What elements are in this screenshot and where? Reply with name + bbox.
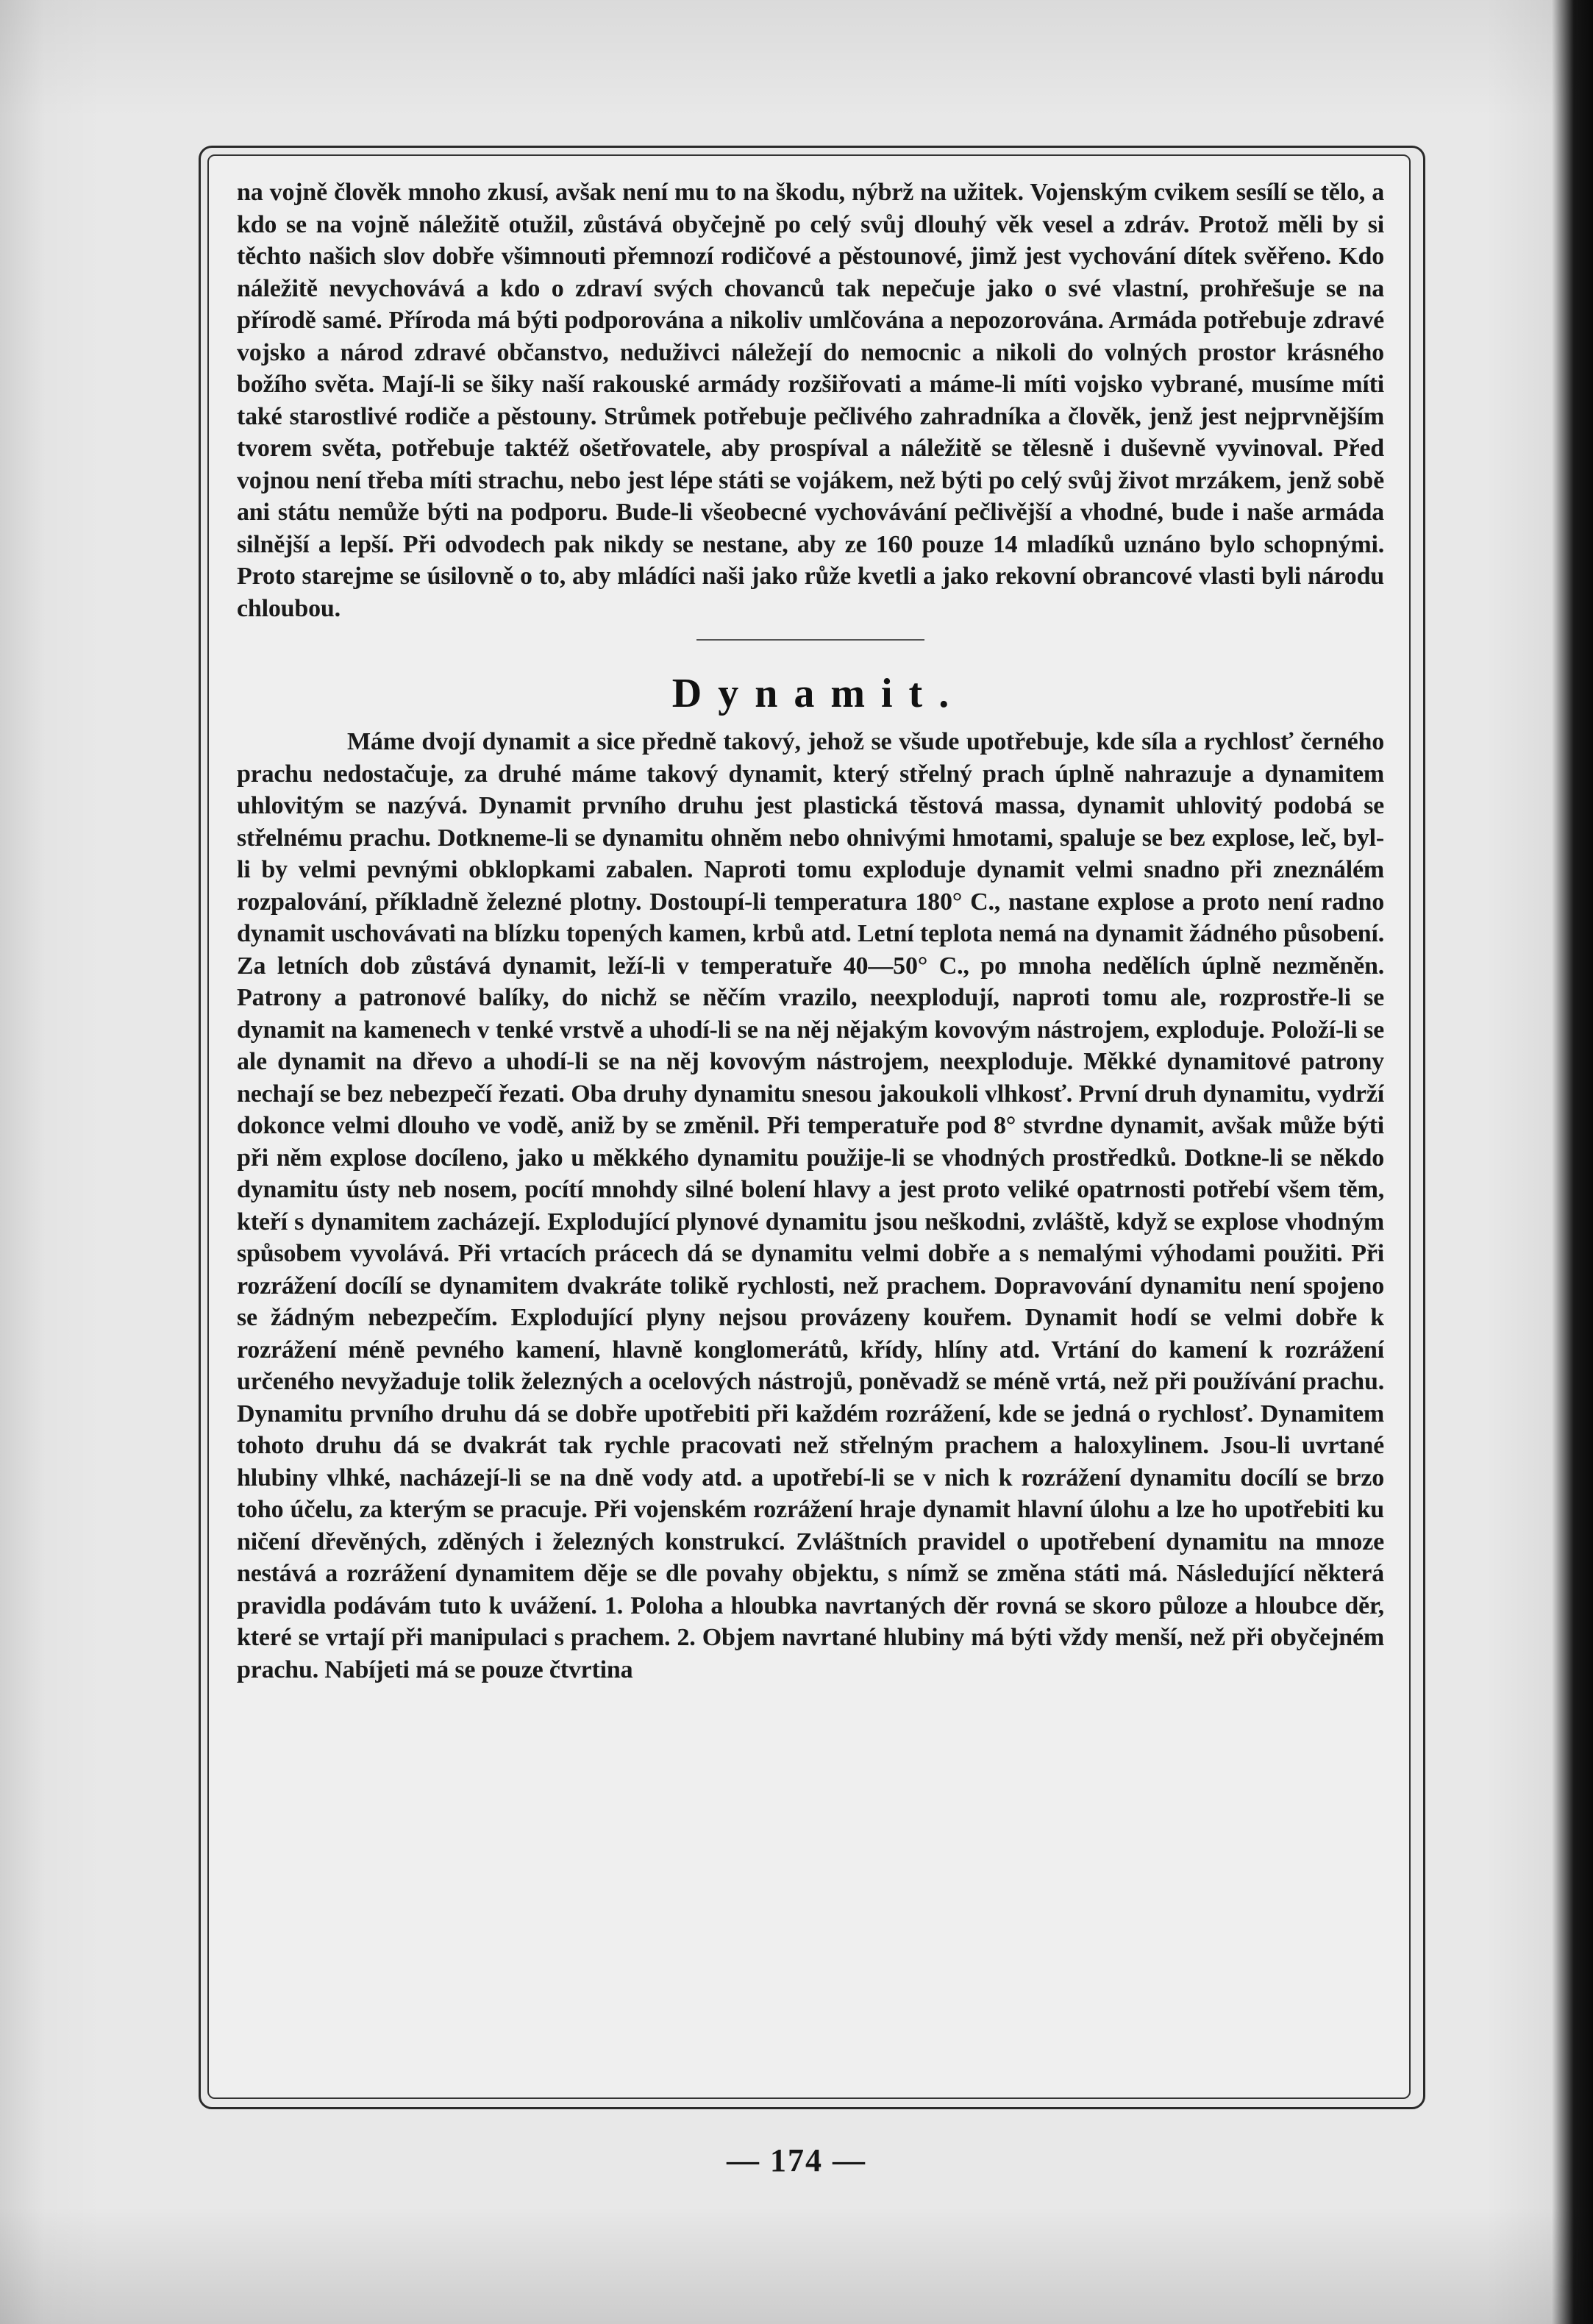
section-divider <box>696 639 924 641</box>
page-number: — 174 — <box>727 2142 866 2178</box>
page-content <box>237 177 1384 2074</box>
paragraph-military-upbringing: na vojně člověk mnoho zkusí, avšak není mu to na škodu, nýbrž na užitek. Vojenským cvikem sesílí se tělo, a kdo se na vojně náležitě otužil, zůstává obyčejně po celý svůj dlouhý věk vesel a zdráv. Protož měli by si těchto našich slov dobře všimnouti přemnozí rodičové a pěstounové, jimž jest vychování dítek svěřeno. Kdo náležitě nevychovává a kdo o zdraví svých chovanců tak nepečuje jako o své vlastní, prohřešuje se na přírodě samé. Příroda má býti podporována a nikoliv umlčována a nepozorována. Armáda potřebuje zdravé vojsko a národ zdravé občanstvo, neduživci náležejí do nemocnic a nikoli do volných prostor krásného božího světa. Mají-li se šiky naší rakouské armády rozšiřovati a máme-li míti vojsko vybrané, musíme míti také starostlivé rodiče a pěstouny. Strůmek potřebuje pečlivého zahradníka a člověk, jenž jest nejprvnějším tvorem světa, potřebuje taktéž ošetřovatele, aby prospíval a náležitě se tělesně i duševně vyvinoval. Před vojnou není třeba míti strachu, nebo jest lépe státi se vojákem, než býti po celý svůj život mrzákem, jenž sobě ani státu nemůže býti na podporu. Bude-li všeobecné vychovávání pečlivější a vhodné, bude i naše armáda silnější a lepší. Při odvodech pak nikdy se nestane, aby ze 160 pouze 14 mladíků uznáno bylo schopnými. Proto starejme se úsilovně o to, aby mládíci naši jako růže kvetli a jako rekovní obrancové vlasti byli národu chloubou. <box>237 179 1384 622</box>
section-heading-dynamit: Dynamit. <box>671 671 966 716</box>
paragraph-dynamit: Máme dvojí dynamit a sice předně takový, jehož se všude upotřebuje, kde síla a rychlosť černého prachu nedostačuje, za druhé máme takový dynamit, který střelný prach úplně nahrazuje a dynamitem uhlovitým se nazývá. Dynamit prvního druhu jest plastická těstová massa, dynamit uhlovitý podobá se střelnému prachu. Dotkneme-li se dynamitu ohněm nebo ohnivými hmotami, spaluje se bez explose, leč, byl-li by velmi pevnými obklopkami zabalen. Naproti tomu exploduje dynamit velmi snadno při zneználém rozpalování, příkladně železné plotny. Dostoupí-li temperatura 180° C., nastane explose a proto není radno dynamit uschovávati na blízku topených kamen, krbů atd. Letní teplota nemá na dynamit žádného působení. Za letních dob zůstává dynamit, leží-li v temperatuře 40—50° C., po mnoha nedělích úplně nezměněn. Patrony a patronové balíky, do nichž se něčím vrazilo, neexplodují, naproti tomu ale, rozprostře-li se dynamit na kamenech v tenké vrstvě a uhodí-li se na něj nějakým kovovým nástrojem, exploduje. Položí-li se ale dynamit na dřevo a uhodí-li se na něj kovovým nástrojem, neexploduje. Měkké dynamitové patrony nechají se bez nebezpečí řezati. Oba druhy dynamitu snesou jakoukoli vlhkosť. První druh dynamitu, vydrží dokonce velmi dlouho ve vodě, aniž by se změnil. Při temperatuře pod 8° stvrdne dynamit, avšak může býti při něm explose docíleno, jako u měkkého dynamitu použije-li se vhodných prostředků. Dotkne-li se někdo dynamitu ústy neb nosem, pocítí mnohdy silné bolení hlavy a jest proto veliké opatrnosti potřebí všem těm, kteří s dynamitem zacházejí. Explodující plynové dynamitu jsou neškodni, zvláště, když se explose vhodným spůsobem vyvolává. Při vrtacích prácech dá se dynamitu velmi dobře a s nemalými výhodami použiti. Při rozrážení docílí se dynamitem dvakráte tolikě rychlosti, než prachem. Dopravování dynamitu není spojeno se žádným nebezpečím. Explodující plyny nejsou provázeny kouřem. Dynamit hodí se velmi dobře k rozrážení méně pevného kamení, hlavně konglomerátů, křídy, hlíny atd. Vrtání do kamení k rozrážení určeného nevyžaduje tolik železných a ocelových nástrojů, poněvadž se méně vrtá, než při používání prachu. Dynamitu prvního druhu dá se dobře upotřebiti při každém rozrážení, kde se jedná o rychlosť. Dynamitem tohoto druhu dá se dvakrát tak rychle pracovati než střelným prachem a haloxylinem. Jsou-li uvrtané hlubiny vlhké, nacházejí-li se na dně vody atd. a upotřebí-li se v nich k rozrážení dynamitu docílí se brzo toho účelu, za kterým se pracuje. Při vojenském rozrážení hraje dynamit hlavní úlohu a lze ho upotřebiti ku ničení dřevěných, zděných i železných konstrukcí. Zvláštních pravidel o upotřebení dynamitu na mnoze nestává a rozrážení dynamitem děje se dle povahy objektu, s nímž se změna státi má. Následující některá pravidla podávám tuto k uvážení. 1. Poloha a hloubka navrtaných děr rovná se skoro půloze a hloubce děr, které se vrtají při manipulaci s prachem. 2. Objem navrtané hlubiny má býti vždy menší, než při obyčejném prachu. Nabíjeti má se pouze čtvrtina <box>237 728 1384 1683</box>
